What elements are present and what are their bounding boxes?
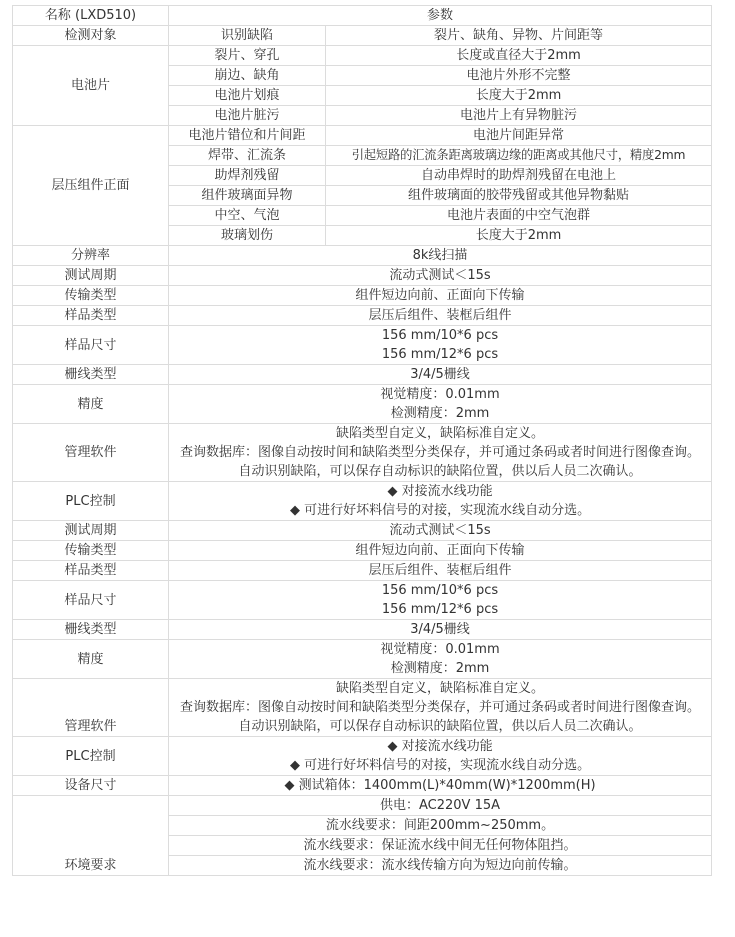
defect-name: 电池片脏污 [169,106,326,126]
row-value: 3/4/5栅线 [169,365,712,385]
row-value: 3/4/5栅线 [169,620,712,640]
defect-desc: 电池片间距异常 [326,126,712,146]
defect-desc: 电池片表面的中空气泡群 [326,206,712,226]
value-line: 检测精度：2mm [390,661,490,676]
table-row [13,424,712,482]
defect-name: 焊带、汇流条 [169,146,326,166]
row-value [169,424,712,482]
table-row [13,796,712,816]
row-label: 样品类型 [13,306,169,326]
table-row [13,385,712,424]
defect-name: 裂片、穿孔 [169,46,326,66]
table-row [13,541,712,561]
row-label: 样品尺寸 [13,581,169,620]
table-row [13,326,712,365]
value-line: 缺陷类型自定义，缺陷标准自定义。 [336,426,545,441]
row-label: 样品尺寸 [13,326,169,365]
table-row [13,286,712,306]
row-value: 裂片、缺角、异物、片间距等 [326,26,712,46]
value-line: 视觉精度：0.01mm [380,387,500,402]
value-line: 检测精度：2mm [390,406,490,421]
table-row [13,581,712,620]
row-value: 组件短边向前、正面向下传输 [169,541,712,561]
value-line: ◆ 对接流水线功能 [387,484,493,499]
name-header: 名称 (LXD510) [13,6,169,26]
value-line: 查询数据库：图像自动按时间和缺陷类型分类保存，并可通过条码或者时间进行图像查询。 [180,700,701,715]
defect-desc: 引起短路的汇流条距离玻璃边缘的距离或其他尺寸，精度2mm [326,146,712,166]
table-row [13,6,712,26]
defect-name: 电池片划痕 [169,86,326,106]
defect-name: 玻璃划伤 [169,226,326,246]
row-value: 流动式测试＜15s [169,266,712,286]
row-value [169,385,712,424]
row-label: 设备尺寸 [13,776,169,796]
row-label: 精度 [13,385,169,424]
table-row [13,561,712,581]
row-label: 传输类型 [13,541,169,561]
defect-desc: 电池片外形不完整 [326,66,712,86]
row-label: 精度 [13,640,169,679]
row-label: 样品类型 [13,561,169,581]
row-value: 层压后组件、装框后组件 [169,561,712,581]
table-row [13,365,712,385]
row-label: 管理软件 [13,424,169,482]
defect-name: 电池片错位和片间距 [169,126,326,146]
table-row [13,620,712,640]
row-value [169,679,712,737]
row-label: PLC控制 [13,482,169,521]
row-value: 流动式测试＜15s [169,521,712,541]
defect-desc: 长度大于2mm [326,86,712,106]
row-label: 管理软件 [13,679,169,737]
value-line: ◆ 可进行好坏料信号的对接，实现流水线自动分选。 [289,758,591,773]
env-item: 流水线要求：间距200mm~250mm。 [169,816,712,836]
table-row [13,26,712,46]
value-line: 156 mm/12*6 pcs [381,602,499,617]
row-label: 电池片 [13,46,169,126]
defect-name: 崩边、缺角 [169,66,326,86]
value-line: ◆ 可进行好坏料信号的对接，实现流水线自动分选。 [289,503,591,518]
table-row [13,679,712,737]
spec-table [12,5,712,876]
row-value: 8k线扫描 [169,246,712,266]
defect-name: 中空、气泡 [169,206,326,226]
row-label: PLC控制 [13,737,169,776]
table-row [13,126,712,146]
defect-desc: 组件玻璃面的胶带残留或其他异物黏贴 [326,186,712,206]
row-label: 栅线类型 [13,620,169,640]
env-item: 流水线要求：流水线传输方向为短边向前传输。 [169,856,712,876]
row-value [169,640,712,679]
defect-desc: 长度或直径大于2mm [326,46,712,66]
env-item: 供电：AC220V 15A [169,796,712,816]
value-line: 视觉精度：0.01mm [380,642,500,657]
table-row [13,266,712,286]
row-label: 环境要求 [13,796,169,876]
row-value [169,737,712,776]
row-label: 测试周期 [13,521,169,541]
value-line: 自动识别缺陷，可以保存自动标识的缺陷位置，供以后人员二次确认。 [238,464,642,479]
table-row [13,306,712,326]
value-line: ◆ 对接流水线功能 [387,739,493,754]
env-item: 流水线要求：保证流水线中间无任何物体阻挡。 [169,836,712,856]
row-sublabel: 识别缺陷 [169,26,326,46]
table-row [13,776,712,796]
table-row [13,640,712,679]
table-row [13,521,712,541]
row-value [169,326,712,365]
row-label: 传输类型 [13,286,169,306]
row-label: 分辨率 [13,246,169,266]
row-value [169,581,712,620]
defect-desc: 长度大于2mm [326,226,712,246]
defect-desc: 自动串焊时的助焊剂残留在电池上 [326,166,712,186]
row-label: 测试周期 [13,266,169,286]
row-label: 层压组件正面 [13,126,169,246]
value-line: 查询数据库：图像自动按时间和缺陷类型分类保存，并可通过条码或者时间进行图像查询。 [180,445,701,460]
value-line: 自动识别缺陷，可以保存自动标识的缺陷位置，供以后人员二次确认。 [238,719,642,734]
row-value: ◆ 测试箱体：1400mm(L)*40mm(W)*1200mm(H) [169,776,712,796]
row-value: 组件短边向前、正面向下传输 [169,286,712,306]
table-row [13,46,712,66]
value-line: 缺陷类型自定义，缺陷标准自定义。 [336,681,545,696]
defect-name: 组件玻璃面异物 [169,186,326,206]
row-label: 检测对象 [13,26,169,46]
row-value [169,482,712,521]
defect-desc: 电池片上有异物脏污 [326,106,712,126]
row-label: 栅线类型 [13,365,169,385]
value-line: 156 mm/12*6 pcs [381,347,499,362]
defect-name: 助焊剂残留 [169,166,326,186]
table-row [13,482,712,521]
table-row [13,737,712,776]
row-value: 层压后组件、装框后组件 [169,306,712,326]
value-line: 156 mm/10*6 pcs [381,328,499,343]
table-row [13,246,712,266]
value-line: 156 mm/10*6 pcs [381,583,499,598]
param-header: 参数 [169,6,712,26]
